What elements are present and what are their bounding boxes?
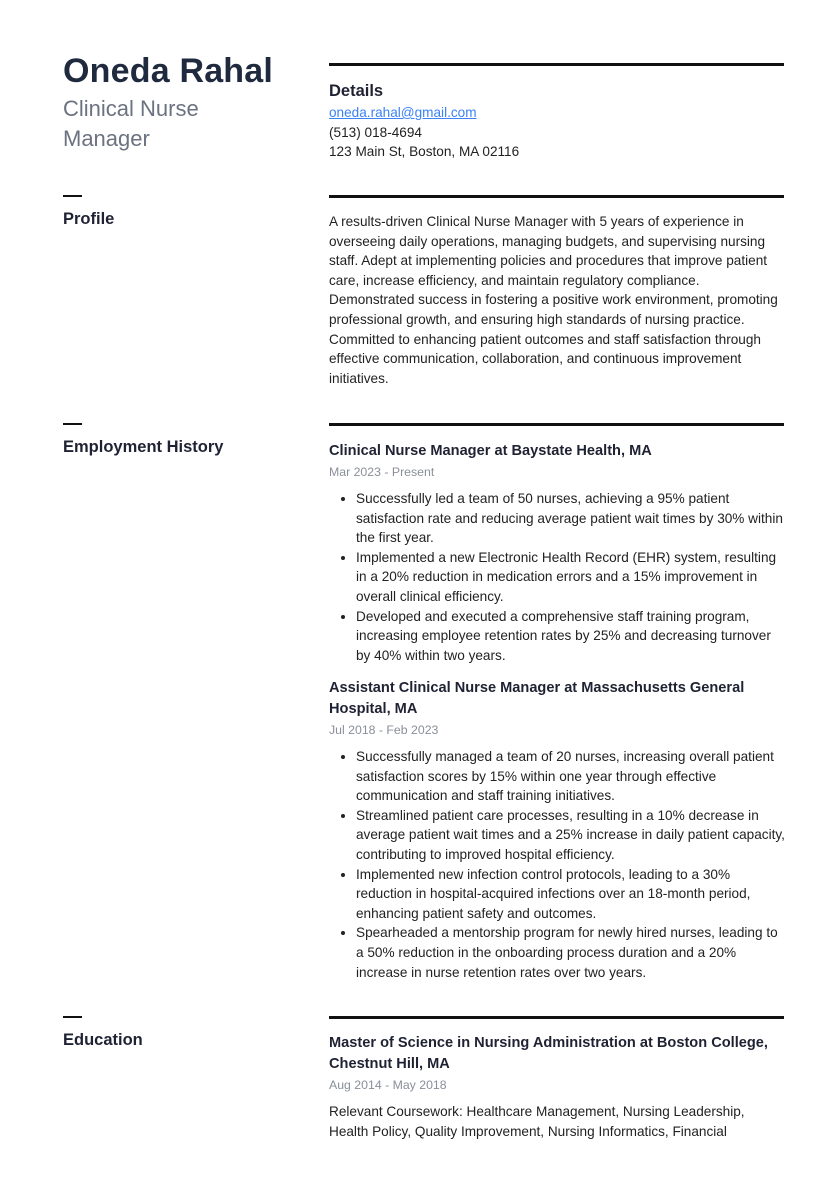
email-link[interactable]: oneda.rahal@gmail.com — [329, 105, 477, 120]
coursework-text: Relevant Coursework: Healthcare Management, Nursing Leadership, Health Policy, Quality Improvement, Nursing Informatics, Financial — [329, 1104, 745, 1139]
list-item: • Spearheaded a mentorship program for newly hired nurses, leading to a 50% reduction in the onboarding process duration and a 20% increase in nurse retention rates over two years. — [356, 923, 785, 982]
job-entry — [329, 441, 785, 665]
education-dash — [63, 1016, 82, 1018]
details-section — [329, 82, 785, 162]
employment-divider — [329, 423, 784, 426]
job-title: Assistant Clinical Nurse Manager at Massachusetts General Hospital, MA — [329, 680, 745, 717]
job-entry — [329, 678, 785, 982]
candidate-name: Oneda Rahal — [63, 52, 274, 90]
list-item: • Developed and executed a comprehensive staff training program, increasing employee retention rates by 25% and decreasing turnover by 40% within two years. — [356, 607, 785, 666]
job-dates: Jul 2018 - Feb 2023 — [329, 723, 439, 737]
employment-heading: Employment History — [63, 438, 224, 456]
job-dates: Mar 2023 - Present — [329, 465, 435, 479]
profile-text: A results-driven Clinical Nurse Manager with 5 years of experience in overseeing daily operations, managing budgets, and supervising nursing staff. Adept at implementing policies and procedures that improve patient care, increase efficiency, and maintain regulatory compliance. Demonstrated success in fostering a positive work environment, promoting professional growth, and ensuring high standards of nursing practice. Committed to enhancing patient outcomes and staff satisfaction through effective communication, collaboration, and continuous improvement initiatives. — [329, 214, 778, 386]
job-bullets — [329, 489, 785, 665]
list-item: • Successfully managed a team of 20 nurses, increasing overall patient satisfaction scores by 15% within one year through effective communication and staff training initiatives. — [356, 747, 785, 806]
details-heading: Details — [329, 82, 384, 100]
degree-dates: Aug 2014 - May 2018 — [329, 1078, 447, 1092]
list-item: • Successfully led a team of 50 nurses, achieving a 95% patient satisfaction rate and reducing average patient wait times by 30% within the first year. — [356, 489, 785, 548]
profile-section — [329, 212, 785, 388]
list-item: • Implemented new infection control protocols, leading to a 30% reduction in hospital-acquired infections over an 18-month period, enhancing patient safety and outcomes. — [356, 865, 785, 924]
education-entry — [329, 1033, 785, 1141]
education-divider — [329, 1016, 784, 1019]
list-item: • Streamlined patient care processes, resulting in a 10% decrease in average patient wait times and a 25% increase in daily patient capacity, contributing to improved hospital efficiency. — [356, 806, 785, 865]
degree-title: Master of Science in Nursing Administration at Boston College, Chestnut Hill, MA — [329, 1035, 768, 1072]
details-divider — [329, 63, 784, 66]
education-heading: Education — [63, 1031, 143, 1049]
phone-number: (513) 018-4694 — [329, 124, 422, 140]
profile-dash — [63, 195, 82, 197]
job-bullets — [329, 747, 785, 982]
employment-dash — [63, 423, 82, 425]
list-item: • Implemented a new Electronic Health Record (EHR) system, resulting in a 20% reduction in medication errors and a 15% improvement in overall clinical efficiency. — [356, 548, 785, 607]
address: 123 Main St, Boston, MA 02116 — [329, 144, 520, 160]
profile-heading: Profile — [63, 210, 115, 228]
job-title: Clinical Nurse Manager at Baystate Health, MA — [329, 443, 652, 459]
candidate-title: Clinical Nurse Manager — [63, 96, 199, 151]
profile-divider — [329, 195, 784, 198]
